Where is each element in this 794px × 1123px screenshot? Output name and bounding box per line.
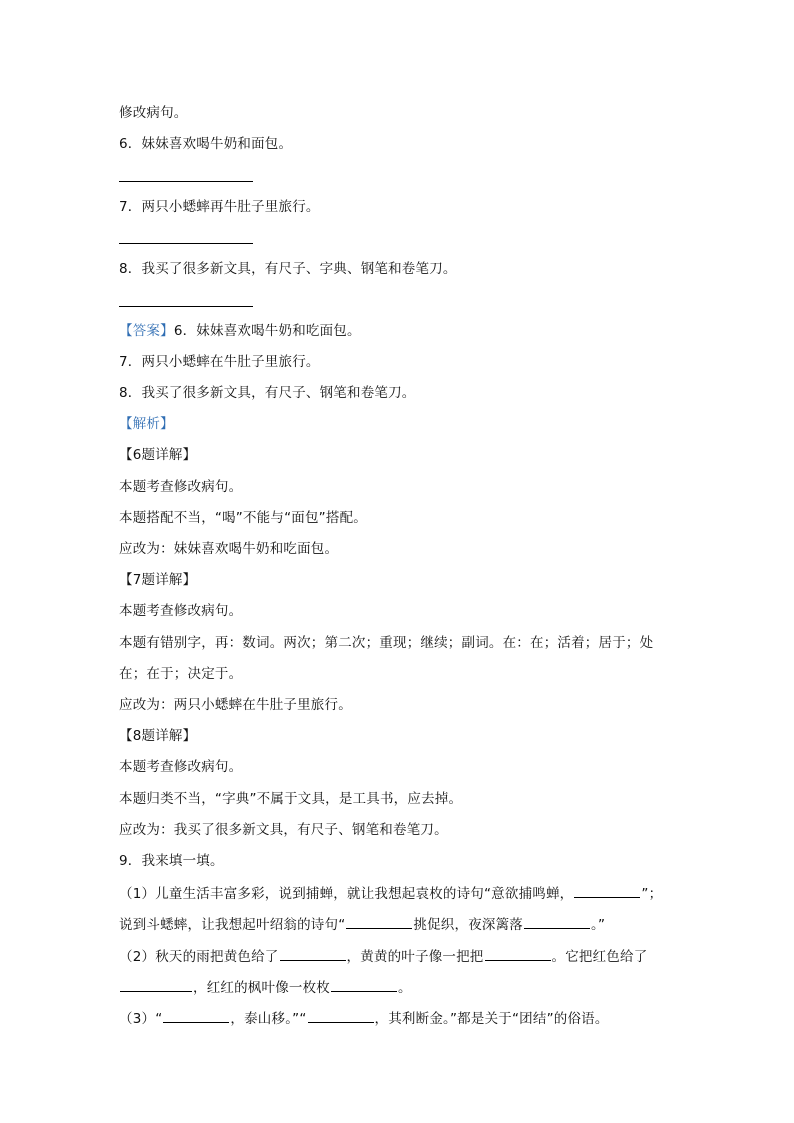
answer-blank-6 xyxy=(119,181,253,182)
detail-7-line-1: 本题考查修改病句。 xyxy=(119,603,243,619)
detail-8-title: 【8题详解】 xyxy=(119,728,197,744)
detail-7-line-2: 本题有错别字，再：数词。两次；第二次；重现；继续；副词。在：在；活着；居于；处 xyxy=(119,635,654,651)
answer-8: 8．我买了很多新文具，有尺子、钢笔和卷笔刀。 xyxy=(119,385,416,401)
fill-blank[interactable] xyxy=(163,1008,229,1023)
detail-6-title: 【6题详解】 xyxy=(119,447,197,463)
detail-7-title: 【7题详解】 xyxy=(119,572,197,588)
question-7: 7．两只小蟋蟀再牛肚子里旅行。 xyxy=(119,199,320,215)
answer-line-6 xyxy=(119,322,361,340)
detail-6-line-3: 应改为：妹妹喜欢喝牛奶和吃面包。 xyxy=(119,541,339,557)
answer-6: 6．妹妹喜欢喝牛奶和吃面包。 xyxy=(173,323,361,339)
question-9-title: 9．我来填一填。 xyxy=(119,853,224,869)
detail-8-line-2: 本题归类不当，“字典”不属于文具，是工具书，应去掉。 xyxy=(119,791,463,807)
analysis-tag: 【解析】 xyxy=(119,416,174,432)
section-intro: 修改病句。 xyxy=(119,105,188,121)
fill-blank[interactable] xyxy=(574,883,640,898)
detail-8-line-1: 本题考查修改病句。 xyxy=(119,759,243,775)
answer-tag: 【答案】 xyxy=(119,323,174,339)
detail-6-line-1: 本题考查修改病句。 xyxy=(119,479,243,495)
detail-7-line-3: 在；在于；决定于。 xyxy=(119,666,243,682)
fill-blank[interactable] xyxy=(120,977,192,992)
detail-6-line-2: 本题搭配不当，“喝”不能与“面包”搭配。 xyxy=(119,510,367,526)
answer-7: 7．两只小蟋蟀在牛肚子里旅行。 xyxy=(119,354,320,370)
question-8: 8．我买了很多新文具，有尺子、字典、钢笔和卷笔刀。 xyxy=(119,261,457,277)
detail-7-line-4: 应改为：两只小蟋蟀在牛肚子里旅行。 xyxy=(119,697,352,713)
question-9-part-2-line-2: ，红红的枫叶像一枚枚 。 xyxy=(119,977,412,997)
question-9-part-1-line-1: （1）儿童生活丰富多彩，说到捕蝉，就让我想起袁枚的诗句“意欲捕鸣蝉， ”； xyxy=(119,883,662,903)
answer-blank-7 xyxy=(119,243,253,244)
question-9-part-3: （3）“ ，泰山移。”“ ，其利断金。”都是关于“团结”的俗语。 xyxy=(119,1008,609,1028)
fill-blank[interactable] xyxy=(308,1008,374,1023)
fill-blank[interactable] xyxy=(524,914,590,929)
fill-blank[interactable] xyxy=(485,946,551,961)
question-6: 6．妹妹喜欢喝牛奶和面包。 xyxy=(119,136,293,152)
fill-blank[interactable] xyxy=(346,914,412,929)
question-9-part-2-line-1: （2）秋天的雨把黄色给了 ，黄黄的叶子像一把把 。它把红色给了 xyxy=(119,946,647,966)
detail-8-line-3: 应改为：我买了很多新文具，有尺子、钢笔和卷笔刀。 xyxy=(119,822,448,838)
question-9-part-1-line-2: 说到斗蟋蟀，让我想起叶绍翁的诗句“ 挑促织，夜深篱落 。” xyxy=(119,914,605,934)
answer-blank-8 xyxy=(119,306,253,307)
fill-blank[interactable] xyxy=(331,977,397,992)
fill-blank[interactable] xyxy=(280,946,346,961)
